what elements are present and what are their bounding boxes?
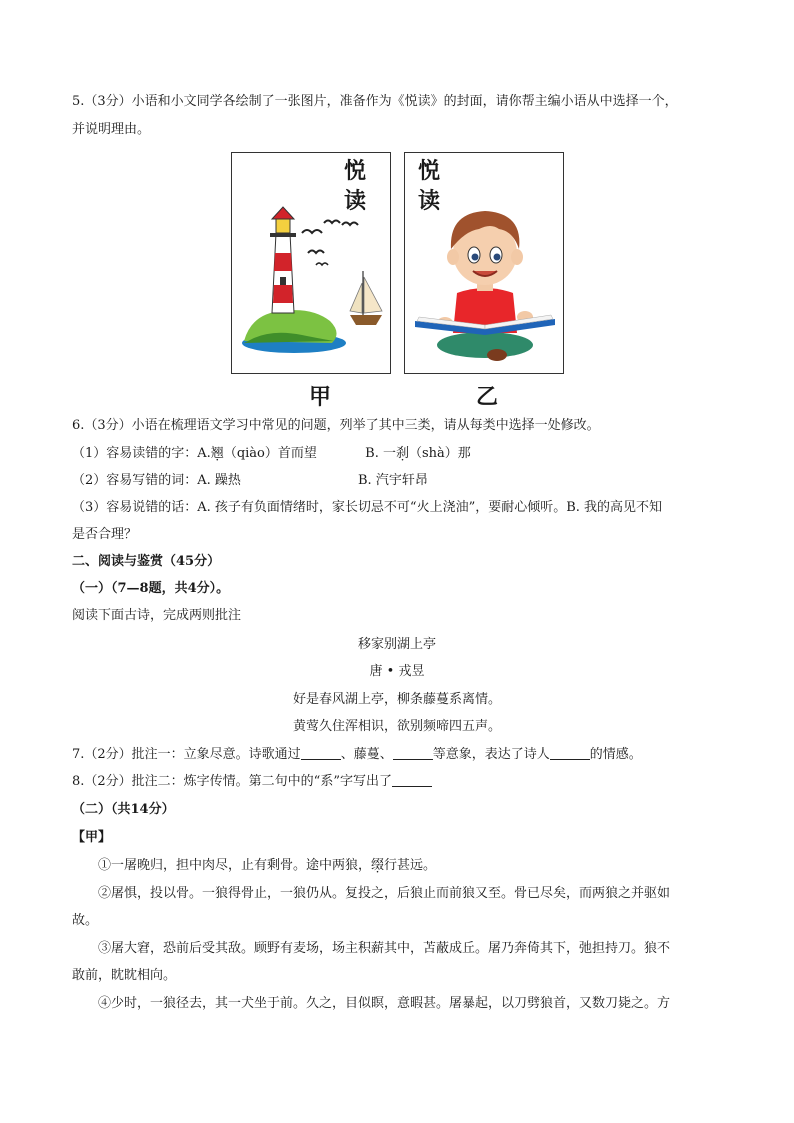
part1-heading: （一）（7—8题，共4分）。 — [72, 581, 230, 596]
passage-para-3-line1: ③屠大窘，恐前后受其敌。顾野有麦场，场主积薪其中，苫蔽成丘。屠乃奔倚其下，弛担持刀。狼不 — [98, 941, 671, 956]
q8-blank[interactable] — [392, 772, 432, 787]
q5-stem-line1: 5.（3分）小语和小文同学各绘制了一张图片，准备作为《悦读》的封面，请你帮主编小语从中选择一个， — [72, 94, 678, 109]
passage-para-2-line1: ②屠惧，投以骨。一狼得骨止，一狼仍从。复投之，后狼止而前狼又至。骨已尽矣，而两狼之并驱如 — [98, 886, 671, 901]
q6-item1 — [72, 444, 471, 464]
poem-instruction: 阅读下面古诗，完成两则批注 — [72, 608, 242, 623]
q7-blank-2[interactable] — [393, 745, 433, 760]
passage-para-4-line1: ④少时，一狼径去，其一犬坐于前。久之，目似瞑，意暇甚。屠暴起，以刀劈狼首，又数刀毙之。方 — [98, 996, 671, 1011]
poem-author: 唐 • 戎昱 — [369, 664, 425, 679]
card-jia-title-top: 悦 — [344, 159, 367, 184]
q7-blank-3[interactable] — [550, 745, 590, 760]
card-jia-title-bottom: 读 — [344, 189, 367, 214]
q7-text-d: 的情感。 — [589, 747, 642, 762]
card-yi-title-top: 悦 — [418, 159, 441, 184]
q6-item1-b-dotted-char: 刹 — [395, 446, 409, 461]
poem-line-1: 好是春风湖上亭，柳条藤蔓系离情。 — [292, 692, 501, 707]
q6-item1-after: （qiào）首而望 — [223, 446, 317, 461]
q7 — [72, 745, 642, 765]
part2-heading: （二）（共14分） — [72, 802, 175, 817]
passage-para-1 — [98, 856, 436, 876]
card-yi-title-bottom: 读 — [418, 189, 441, 214]
q6-item3-line1: （3）容易说错的话：A. 孩子有负面情绪时，家长切忌不可“火上浇油”，要耐心倾听。B. 我的高见不知 — [72, 500, 663, 515]
para1-text-a: ①一屠晚归，担中肉尽，止有剩骨。途中两狼， — [98, 858, 372, 873]
card-yi-caption: 乙 — [476, 385, 499, 410]
q5-stem-line2: 并说明理由。 — [72, 122, 151, 137]
jia-label: 【甲】 — [72, 830, 112, 845]
q6-item1-b-after: （shà）那 — [409, 446, 471, 461]
q6-item2-b: B. 汽宇轩昂 — [358, 473, 428, 488]
passage-para-2-line2: 故。 — [72, 913, 99, 928]
para1-text-b: 行甚远。 — [384, 858, 437, 873]
section2-heading: 二、阅读与鉴赏（45分） — [72, 554, 221, 569]
q7-text-b: 、藤蔓、 — [340, 747, 393, 762]
q7-blank-1[interactable] — [301, 745, 341, 760]
q8 — [72, 772, 432, 792]
q6-item1-b-prefix: B. 一 — [365, 446, 396, 461]
q6-item1-dotted-char: 翘 — [210, 446, 224, 461]
q7-text-c: 等意象，表达了诗人 — [432, 747, 550, 762]
cover-card-yi — [404, 152, 564, 374]
q6-item3-line2: 是否合理？ — [72, 527, 138, 542]
lighthouse-illustration — [232, 153, 390, 373]
q7-text-a: 7.（2分）批注一：立象尽意。诗歌通过 — [72, 747, 301, 762]
q6-stem: 6.（3分）小语在梳理语文学习中常见的问题，列举了其中三类，请从每类中选择一处修改。 — [72, 418, 600, 433]
poem-title: 移家别湖上亭 — [357, 637, 436, 652]
poem-line-2: 黄莺久住浑相识，欲别频啼四五声。 — [292, 719, 501, 734]
card-jia-caption: 甲 — [309, 385, 332, 410]
para1-dotted-char: 缀 — [371, 858, 385, 873]
q6-item2-a: （2）容易写错的词：A. 躁热 — [72, 473, 241, 488]
passage-para-3-line2: 敢前，眈眈相向。 — [72, 968, 177, 983]
cover-card-jia — [231, 152, 391, 374]
q8-text-a: 8.（2分）批注二：炼字传情。第二句中的“系”字写出了 — [72, 774, 392, 789]
reading-boy-illustration — [405, 153, 563, 373]
q6-item1-prefix: （1）容易读错的字：A. — [72, 446, 211, 461]
